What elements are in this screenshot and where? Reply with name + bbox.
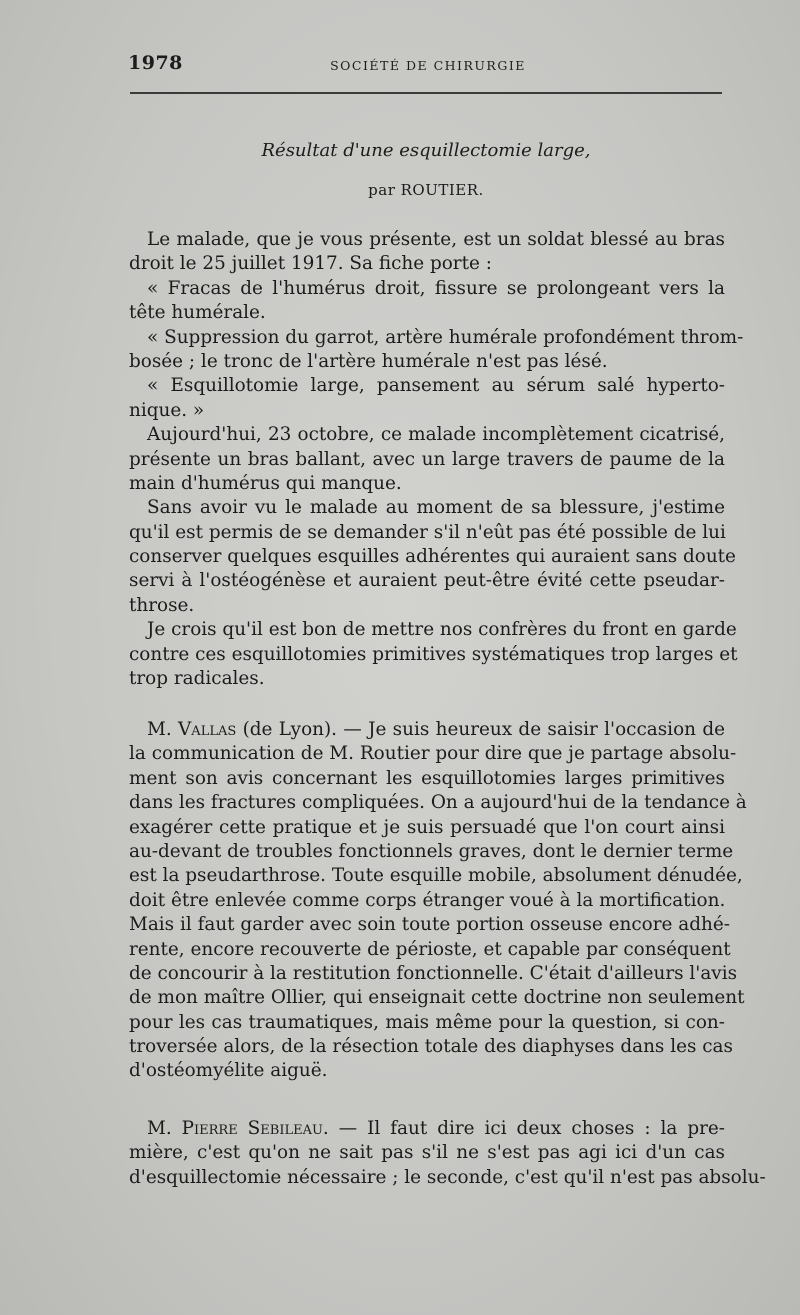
text-line: rente, encore recouverte de périoste, et capable par conséquent — [129, 938, 731, 960]
text-line: « Esquillotomie large, pansement au sérum salé hyperto- — [147, 375, 725, 397]
text-line: d'esquillectomie nécessaire ; le seconde, c'est qu'il n'est pas absolu- — [129, 1166, 766, 1188]
text-line: au-devant de troubles fonctionnels graves, dont le dernier terme — [129, 840, 734, 862]
text-line: servi à l'ostéogénèse et auraient peut-être évité cette pseudar- — [129, 570, 725, 592]
text-line: nique. » — [129, 399, 205, 421]
text-line: « Suppression du garrot, artère humérale profondément throm- — [147, 326, 744, 348]
vallas-text — [129, 718, 747, 1084]
text-line: troversée alors, de la résection totale des diaphyses dans les cas — [129, 1036, 733, 1058]
page-number: 1978 — [128, 52, 183, 74]
article-byline: par ROUTIER. — [368, 181, 484, 199]
text-line: conserver quelques esquilles adhérentes qui auraient sans doute — [129, 546, 736, 568]
text-line: dans les fractures compliquées. On a aujourd'hui de la tendance à — [129, 792, 747, 814]
text-line: M. Vallas (de Lyon). — Je suis heureux de saisir l'occasion de — [147, 719, 725, 740]
text-line: Sans avoir vu le malade au moment de sa blessure, j'estime — [147, 497, 725, 519]
text-line: la communication de M. Routier pour dire que je partage absolu- — [129, 743, 737, 765]
running-head — [128, 52, 724, 82]
text-line: doit être enlevée comme corps étranger voué à la mortification. — [129, 889, 726, 911]
text-line: « Fracas de l'humérus droit, fissure se prolongeant vers la — [147, 277, 725, 299]
text-line: Mais il faut garder avec soin toute portion osseuse encore adhé- — [129, 914, 730, 936]
text-line: throse. — [129, 594, 195, 616]
text-line: bosée ; le tronc de l'artère humérale n'est pas lésé. — [129, 350, 608, 372]
text-line: droit le 25 juillet 1917. Sa fiche porte : — [129, 253, 492, 275]
text-line: de concourir à la restitution fonctionnelle. C'était d'ailleurs l'avis — [129, 962, 738, 984]
text-line: de mon maître Ollier, qui enseignait cette doctrine non seulement — [129, 987, 745, 1009]
text-line: mière, c'est qu'on ne sait pas s'il ne s'est pas agi ici d'un cas — [129, 1142, 725, 1164]
text-line: Le malade, que je vous présente, est un soldat blessé au bras — [147, 229, 725, 250]
text-line: trop radicales. — [129, 668, 265, 690]
text-line: contre ces esquillotomies primitives systématiques trop larges et — [129, 643, 738, 665]
text-line: est la pseudarthrose. Toute esquille mobile, absolument dénudée, — [129, 865, 743, 887]
header-rule — [130, 92, 722, 94]
text-line: ment son avis concernant les esquillotomies larges primitives — [129, 767, 725, 789]
routier-text — [129, 228, 744, 691]
text-line: Je crois qu'il est bon de mettre nos confrères du front en garde — [147, 619, 737, 641]
text-line: pour les cas traumatiques, mais même pour la question, si con- — [129, 1011, 725, 1033]
text-line: main d'humérus qui manque. — [129, 472, 402, 494]
text-line: M. Pierre Sebileau. — Il faut dire ici deux choses : la pre- — [147, 1118, 725, 1139]
article-title: Résultat d'une esquillectomie large, — [261, 140, 591, 161]
text-line: qu'il est permis de se demander s'il n'eût pas été possible de lui — [129, 521, 726, 543]
text-line: tête humérale. — [129, 302, 266, 324]
running-title: SOCIÉTÉ DE CHIRURGIE — [330, 58, 526, 73]
text-line: présente un bras ballant, avec un large travers de paume de la — [129, 448, 725, 470]
speaker-name: M. Vallas — [147, 719, 237, 740]
sebileau-text — [129, 1117, 766, 1190]
text-line: exagérer cette pratique et je suis persuadé que l'on court ainsi — [129, 816, 725, 838]
text-line: Aujourd'hui, 23 octobre, ce malade incomplètement cicatrisé, — [147, 424, 725, 446]
speaker-name: M. Pierre Sebileau. — [147, 1118, 329, 1139]
text-line: d'ostéomyélite aiguë. — [129, 1060, 328, 1082]
